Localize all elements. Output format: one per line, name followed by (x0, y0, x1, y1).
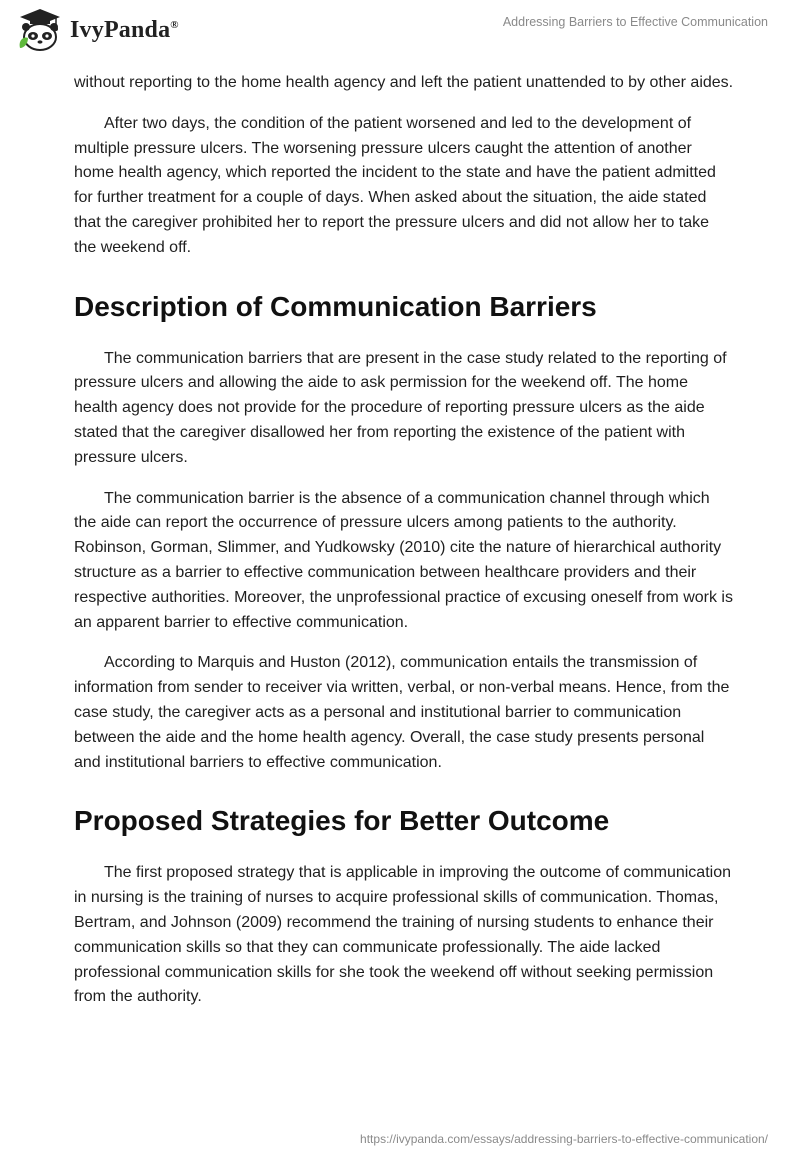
paragraph: The communication barrier is the absence of a communication channel through which the aide can report the occurrence of pressure ulcers among patients to the authority. Robinson, Gorman, Slimmer, and Yudkowsky (2010) cite the nature of hierarchical authority structure as a barrier to effective communication between healthcare providers and their respective authorities. Moreover, the unprofessional practice of excusing oneself from work is an apparent barrier to effective communication. (74, 489, 733, 631)
paragraph: After two days, the condition of the patient worsened and led to the development of multiple pressure ulcers. The worsening pressure ulcers caught the attention of another home health agency, which reported the incident to the state and have the patient admitted for further treatment for a couple of days. When asked about the situation, the aide stated that the caregiver prohibited her to report the pressure ulcers and did not allow her to take the weekend off. (74, 114, 716, 256)
essay-content (74, 71, 734, 1026)
paragraph-continuation: without reporting to the home health agency and left the patient unattended to by other aides. (74, 74, 734, 91)
registered-mark: ® (170, 18, 179, 31)
section-heading-strategies: Proposed Strategies for Better Outcome (74, 805, 610, 837)
section-heading-barriers: Description of Communication Barriers (74, 290, 597, 322)
brand-name: IvyPanda® (70, 16, 179, 43)
source-url-link[interactable]: https://ivypanda.com/essays/addressing-barriers-to-effective-communication/ (360, 1132, 768, 1146)
ivypanda-logo[interactable] (16, 8, 179, 52)
panda-graduate-icon (16, 8, 64, 52)
paragraph: The first proposed strategy that is applicable in improving the outcome of communication in nursing is the training of nurses to acquire professional skills of communication. Thomas, Bertram, and Johnson (2009) recommend the training of nursing students to enhance their communication skills so that they can communicate professionally. The aide lacked professional communication skills for she took the weekend off without seeking permission from the authority. (74, 864, 731, 1006)
document-title: Addressing Barriers to Effective Communication (502, 15, 768, 29)
page-header (0, 0, 800, 64)
paragraph: According to Marquis and Huston (2012), communication entails the transmission of information from sender to receiver via written, verbal, or non-verbal means. Hence, from the case study, the caregiver acts as a personal and institutional barrier to communication between the aide and the home health agency. Overall, the case study presents personal and institutional barriers to effective communication. (74, 654, 730, 771)
paragraph: The communication barriers that are present in the case study related to the reporting of pressure ulcers and allowing the aide to ask permission for the weekend off. The home health agency does not provide for the procedure of reporting pressure ulcers as the aide stated that the caregiver disallowed her from reporting the existence of the patient with pressure ulcers. (74, 349, 727, 466)
